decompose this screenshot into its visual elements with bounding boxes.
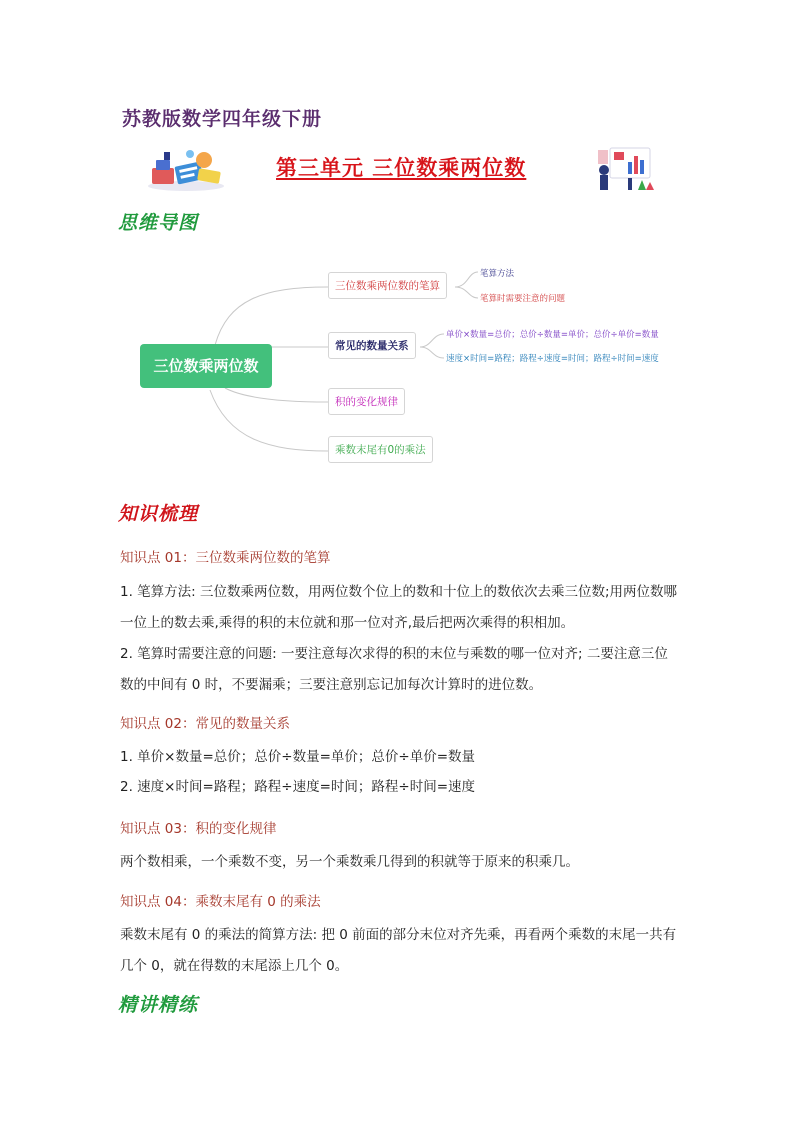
knowledge-point-title: 知识点 04：乘数末尾有 0 的乘法	[120, 894, 321, 910]
mind-map-leaf-method: 笔算方法	[480, 269, 515, 279]
mind-map-branch-written-calculation: 三位数乘两位数的笔算	[328, 272, 447, 299]
mind-map-leaf-price-relation: 单价×数量=总价；总价÷数量=单价；总价÷单价=数量	[446, 330, 659, 340]
book-title: 苏教版数学四年级下册	[122, 108, 323, 130]
knowledge-point-text: 2. 速度×时间=路程；路程÷速度=时间；路程÷时间=速度	[120, 779, 476, 795]
section-title-practice: 精讲精练	[118, 994, 199, 1016]
mind-map-leaf-speed-relation: 速度×时间=路程；路程÷速度=时间；路程÷时间=速度	[446, 354, 659, 364]
knowledge-point-title: 知识点 02：常见的数量关系	[120, 716, 290, 732]
knowledge-point-text: 2. 笔算时需要注意的问题: 一要注意每次求得的积的末位与乘数的哪一位对齐; 二要注意三位数的中间有 0 时，不要漏乘；三要注意别忘记加每次计算时的进位数。	[120, 646, 668, 693]
knowledge-point-title: 知识点 03：积的变化规律	[120, 821, 277, 837]
knowledge-point-text: 1. 笔算方法: 三位数乘两位数，用两位数个位上的数和十位上的数依次去乘三位数;用两位数哪一位上的数去乘,乘得的积的末位就和那一位对齐,最后把两次乘得的积相加。	[120, 584, 678, 631]
knowledge-point-text: 两个数相乘，一个乘数不变，另一个乘数乘几得到的积就等于原来的积乘几。	[120, 854, 579, 870]
mind-map-branch-trailing-zero: 乘数末尾有0的乘法	[328, 436, 433, 463]
mind-map-leaf-cautions: 笔算时需要注意的问题	[480, 294, 566, 304]
knowledge-point-text: 1. 单价×数量=总价；总价÷数量=单价；总价÷单价=数量	[120, 749, 476, 765]
mind-map-branch-product-rules: 积的变化规律	[328, 388, 405, 415]
unit-title: 第三单元 三位数乘两位数	[276, 156, 527, 180]
knowledge-point-title: 知识点 01：三位数乘两位数的笔算	[120, 550, 331, 566]
mind-map-root: 三位数乘两位数	[140, 344, 272, 388]
section-title-knowledge: 知识梳理	[118, 503, 199, 525]
knowledge-point-text: 乘数末尾有 0 的乘法的简算方法: 把 0 前面的部分末位对齐先乘，再看两个乘数的末尾一共有几个 0，就在得数的末尾添上几个 0。	[120, 927, 677, 974]
section-title-mind-map: 思维导图	[118, 212, 199, 234]
mind-map-branch-quantity-relations: 常见的数量关系	[328, 332, 416, 359]
